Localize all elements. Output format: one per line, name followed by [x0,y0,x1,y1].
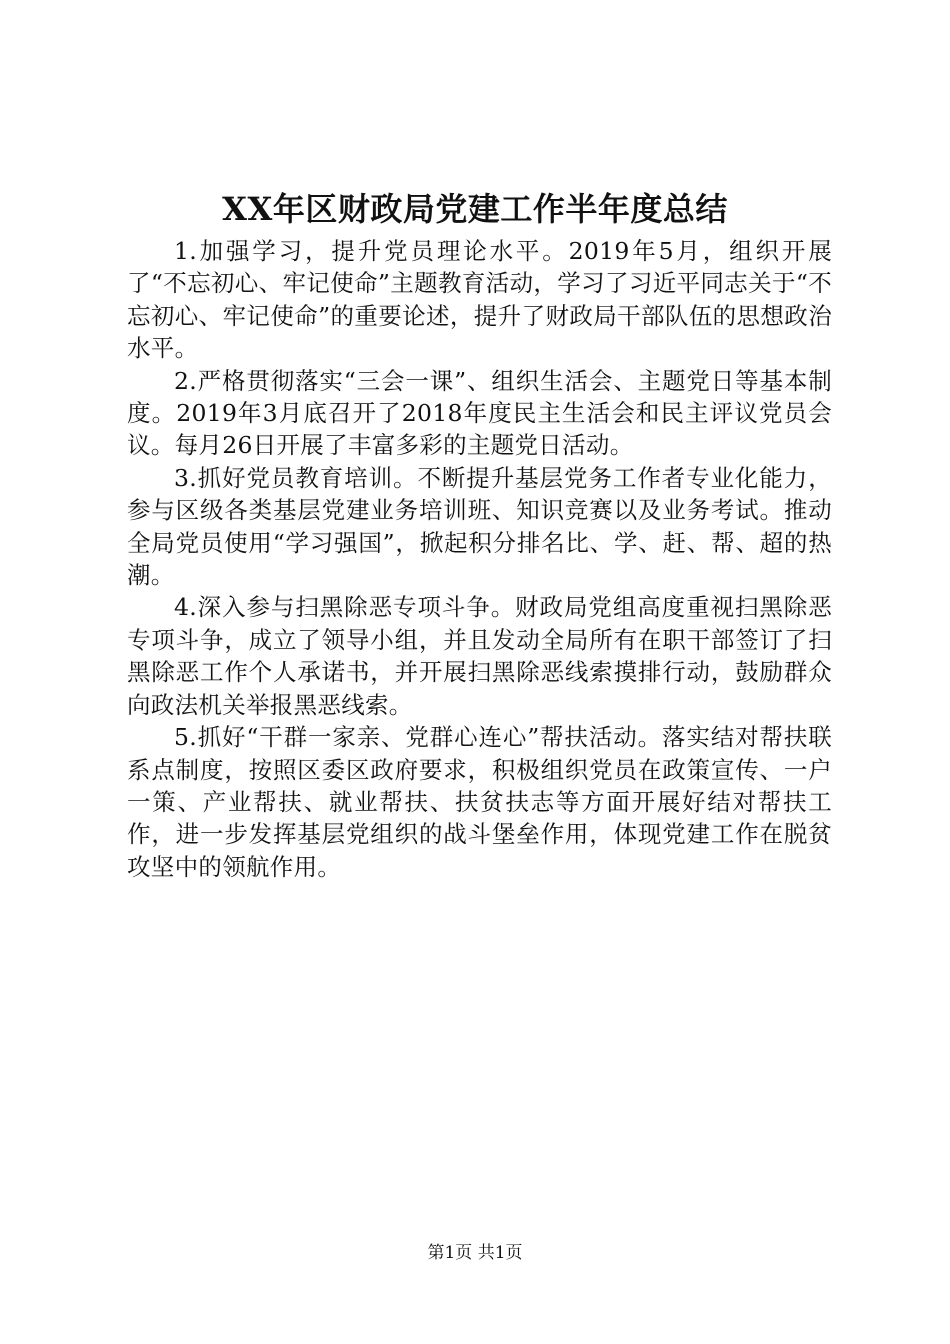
page-footer: 第1页 共1页 [427,1243,523,1263]
document-body [127,235,832,883]
paragraph-5: 5.抓好“干群一家亲、党群心连心”帮扶活动。落实结对帮扶联系点制度，按照区委区政府要求，积极组织党员在政策宣传、一户一策、产业帮扶、就业帮扶、扶贫扶志等方面开展好结对帮扶工作，进一步发挥基层党组织的战斗堡垒作用，体现党建工作在脱贫攻坚中的领航作用。 [127,723,832,881]
document-title: XX年区财政局党建工作半年度总结 [222,190,728,228]
paragraph-1: 1.加强学习，提升党员理论水平。2019年5月，组织开展了“不忘初心、牢记使命”主题教育活动，学习了习近平同志关于“不忘初心、牢记使命”的重要论述，提升了财政局干部队伍的思想政治水平。 [127,237,832,363]
paragraph-3: 3.抓好党员教育培训。不断提升基层党务工作者专业化能力，参与区级各类基层党建业务培训班、知识竞赛以及业务考试。推动全局党员使用“学习强国”，掀起积分排名比、学、赶、帮、超的热潮。 [127,463,832,590]
paragraph-2: 2.严格贯彻落实“三会一课”、组织生活会、主题党日等基本制度。2019年3月底召开了2018年度民主生活会和民主评议党员会议。每月26日开展了丰富多彩的主题党日活动。 [127,366,832,460]
paragraph-4: 4.深入参与扫黑除恶专项斗争。财政局党组高度重视扫黑除恶专项斗争，成立了领导小组，并且发动全局所有在职干部签订了扫黑除恶工作个人承诺书，并开展扫黑除恶线索摸排行动，鼓励群众向政法机关举报黑恶线索。 [127,593,832,719]
